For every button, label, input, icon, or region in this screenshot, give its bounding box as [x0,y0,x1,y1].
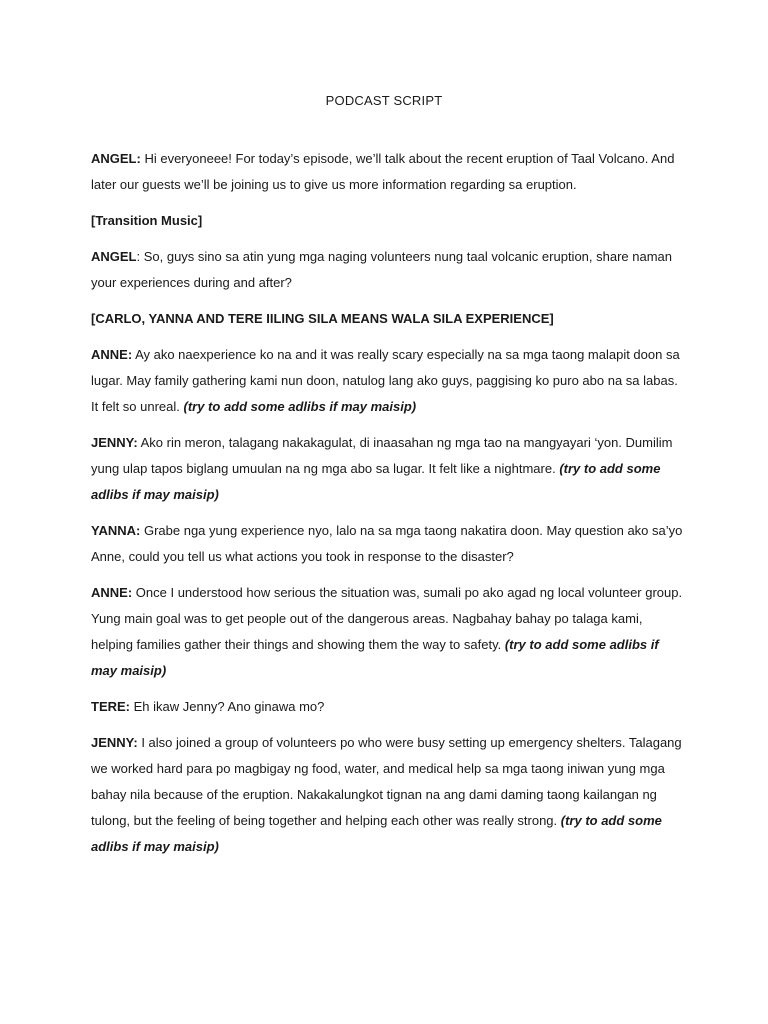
dialogue-text: Ako rin meron, talagang nakakagulat, di inaasahan ng mga tao na mangyayari ‘yon. Dumilim yung ulap tapos biglang umuulan na ng mga abo sa lugar. It felt like a nightmare. [91,435,673,476]
script-line-yanna-question [91,518,687,570]
adlib-note: (try to add some adlibs if may maisip) [91,461,661,502]
stage-cue-text: [CARLO, YANNA AND TERE IILING SILA MEANS WALA SILA EXPERIENCE] [91,311,554,326]
speaker-name: JENNY: [91,735,138,750]
dialogue-text: Once I understood how serious the situation was, sumali po ako agad ng local volunteer group. Yung main goal was to get people out of the dangerous areas. Nagbahay bahay po talaga kami, helping families gather their things and showing them the way to safety. [91,585,683,652]
adlib-note: (try to add some adlibs if may maisip) [91,813,662,854]
dialogue-text: Ay ako naexperience ko na and it was really scary especially na sa mga taong malapit doon sa lugar. May family gathering kami nun doon, natulog lang ako guys, paggising ko puro abo na sa labas. It felt so unreal. [91,347,680,414]
dialogue-text: I also joined a group of volunteers po who were busy setting up emergency shelters. Talagang we worked hard para po magbigay ng food, water, and medical help sa mga taong iniwan yung mga bahay nila because of the eruption. Nakakalungkot tignan na ang dami daming taong kailangan ng tulong, but the feeling of being together and helping each other was really strong. [91,735,682,828]
speaker-name: ANGEL: [91,151,141,166]
script-line-jenny-experience [91,430,687,508]
script-line-angel-intro [91,146,687,198]
dialogue-text: Eh ikaw Jenny? Ano ginawa mo? [130,699,325,714]
stage-cue-reaction [91,306,687,332]
stage-cue-transition [91,208,687,234]
script-line-anne-experience [91,342,687,420]
script-body [91,146,687,870]
dialogue-text: Grabe nga yung experience nyo, lalo na sa mga taong nakatira doon. May question ako sa’yo Anne, could you tell us what actions you took in response to the disaster? [91,523,683,564]
adlib-note: (try to add some adlibs if may maisip) [91,637,659,678]
stage-cue-text: [Transition Music] [91,213,203,228]
speaker-name: ANGEL [91,249,137,264]
script-line-anne-actions [91,580,687,684]
dialogue-text: Hi everyoneee! For today’s episode, we’ll talk about the recent eruption of Taal Volcano. And later our guests we’ll be joining us to give us more information regarding sa eruption. [91,151,675,192]
speaker-name: YANNA: [91,523,141,538]
speaker-name: JENNY: [91,435,138,450]
adlib-note: (try to add some adlibs if may maisip) [183,399,417,414]
speaker-name: TERE: [91,699,130,714]
document-title: PODCAST SCRIPT [325,93,443,108]
script-line-jenny-actions [91,730,687,860]
script-line-tere-question [91,694,687,720]
speaker-name: ANNE: [91,585,133,600]
speaker-name: ANNE: [91,347,133,362]
dialogue-text: : So, guys sino sa atin yung mga naging volunteers nung taal volcanic eruption, share naman your experiences during and after? [91,249,673,290]
script-line-angel-question [91,244,687,296]
